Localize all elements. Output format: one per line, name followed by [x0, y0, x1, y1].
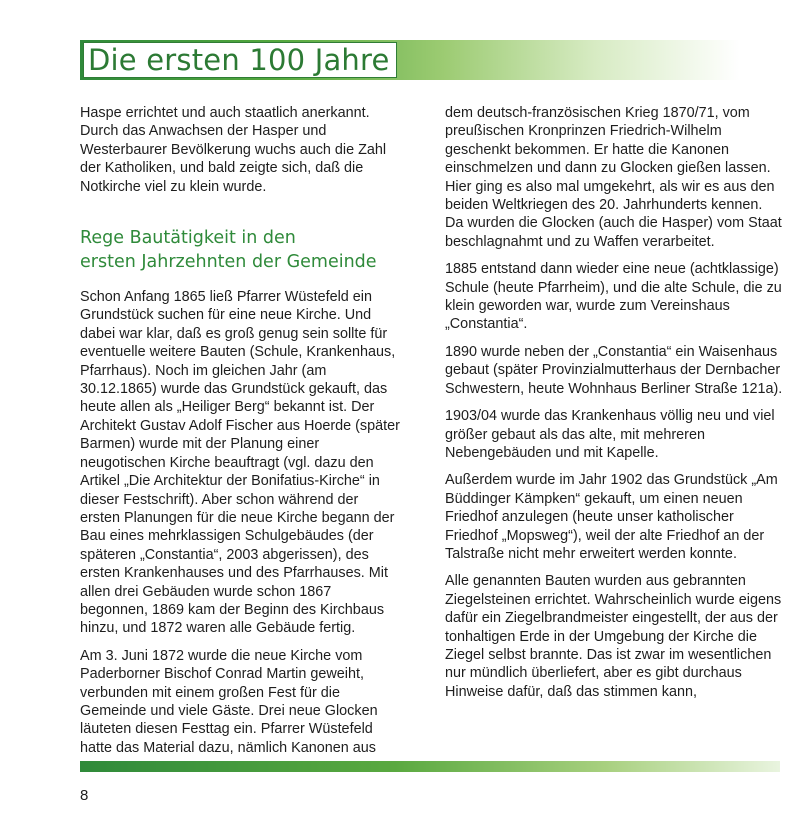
right-paragraph-6: Alle genannten Bauten wurden aus gebrannten Ziegelsteinen errichtet. Wahrscheinlich wurde eigens dafür ein Ziegelbrandmeister eingestellt, der aus der tonhaltigen Erde in der Umgebung der Kirche die Ziegel selbst brannte. Das ist zwar im wesentlichen nur mündlich überliefert, aber es gibt durchaus Hinweise dafür, daß das stimmen kann,: [445, 573, 782, 700]
section-heading-line2: ersten Jahrzehnten der Gemeinde: [80, 252, 377, 273]
left-column: [80, 104, 400, 766]
title-box: [83, 42, 397, 78]
left-paragraph-1: Schon Anfang 1865 ließ Pfarrer Wüstefeld ein Grundstück suchen für eine neue Kirche. Und dabei war klar, daß es groß genug sein sollte für eventuelle weitere Bauten (Schule, Krankenhaus, Pfarrhaus). Noch im gleichen Jahr (am 30.12.1865) wurde das Grundstück gekauft, das heute allen als „Heiliger Berg“ bekannt ist. Der Architekt Gustav Adolf Fischer aus Hoerde (später Barmen) wurde mit der Planung einer neugotischen Kirche beauftragt (vgl. dazu den Artikel „Die Architektur der Bonifatius-Kirche“ in dieser Festschrift). Aber schon während der ersten Planungen für die neue Kirche begann der Bau eines mehrklassigen Schulgebäudes (der späteren „Constantia“, 2003 abgerissen), des ersten Krankenhauses und des Pfarrhauses. Mit allen drei Gebäuden wurde schon 1867 begonnen, 1869 kam der Beginn des Kirchbaus hinzu, und 1872 waren alle Gebäude fertig.: [80, 289, 400, 637]
right-column: [445, 104, 783, 710]
intro-paragraph: Haspe errichtet und auch staatlich anerkannt. Durch das Anwachsen der Hasper und Westerbaurer Bevölkerung wuchs auch die Zahl der Katholiken, und bald zeigte sich, daß die Notkirche viel zu klein wurde.: [80, 105, 387, 195]
left-paragraph-2: Am 3. Juni 1872 wurde die neue Kirche vom Paderborner Bischof Conrad Martin geweiht, verbunden mit einem großen Fest für die Gemeinde und viele Gäste. Drei neue Glocken läuteten diesen Festtag ein. Pfarrer Wüstefeld hatte das Material dazu, nämlich Kanonen aus: [80, 647, 378, 756]
page-title: Die ersten 100 Jahre: [88, 43, 390, 77]
footer-gradient-bar: [80, 761, 780, 772]
right-paragraph-4: 1903/04 wurde das Krankenhaus völlig neu und viel größer gebaut als das alte, mit mehreren Nebengebäuden und mit Kapelle.: [445, 408, 775, 461]
page-number: 8: [80, 787, 89, 804]
section-heading-line1: Rege Bautätigkeit in den: [80, 228, 296, 249]
right-paragraph-3: 1890 wurde neben der „Constantia“ ein Waisenhaus gebaut (später Provinzialmutterhaus der Dernbacher Schwestern, heute Wohnhaus Berliner Straße 121a).: [445, 343, 783, 397]
right-paragraph-5: Außerdem wurde im Jahr 1902 das Grundstück „Am Büddinger Kämpken“ gekauft, um einen neuen Friedhof anzulegen (heute unser katholischer Friedhof „Mopsweg“), weil der alte Friedhof an der Talstraße nicht mehr erweitert werden konnte.: [445, 472, 778, 562]
right-paragraph-1: dem deutsch-französischen Krieg 1870/71, vom preußischen Kronprinzen Friedrich-Wilhelm geschenkt bekommen. Er hatte die Kanonen einschmelzen und dann zu Glocken gießen lassen. Hier ging es also mal umgekehrt, als wir es aus den beiden Weltkriegen des 20. Jahrhunderts kennen. Da wurden die Glocken (auch die Hasper) vom Staat beschlagnahmt und zu Waffen verarbeitet.: [445, 105, 782, 250]
right-paragraph-2: 1885 entstand dann wieder eine neue (achtklassige) Schule (heute Pfarrheim), und die alte Schule, die zu klein geworden war, wurde zum Vereinshaus „Constantia“.: [445, 261, 782, 333]
section-heading: [80, 226, 400, 274]
